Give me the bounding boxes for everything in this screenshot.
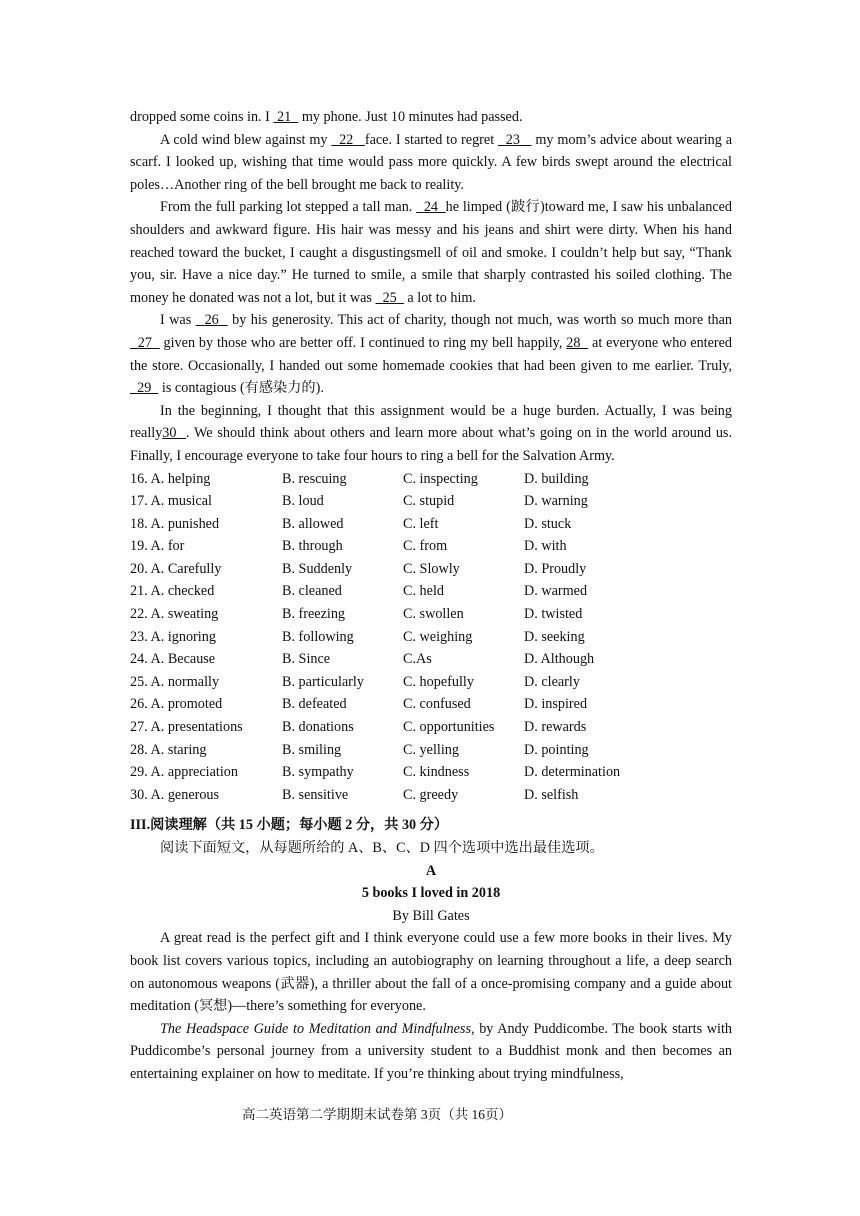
option-c: C. opportunities xyxy=(403,719,495,736)
option-d: D. pointing xyxy=(524,741,589,758)
blank-25: 25 xyxy=(382,289,397,306)
blank-28: 28 xyxy=(566,334,581,351)
option-row xyxy=(130,784,732,807)
option-d: D. determination xyxy=(524,764,621,781)
option-a: 21. A. checked xyxy=(130,583,215,600)
option-row xyxy=(130,490,732,513)
option-b: B. donations xyxy=(282,719,354,736)
cloze-paragraph-5: In the beginning, I thought that this assignment would be a huge burden. Actually, I was being really30 . We should think about others and learn more about what’s going on in the world around us. Finally, I encourage everyone to take four hours to ring a bell for the Salvation Army. xyxy=(130,402,732,464)
page-footer: 高二英语第二学期期末试卷第 3页（共 16页） xyxy=(242,1107,512,1122)
option-a: 17. A. musical xyxy=(130,493,212,510)
option-c: C. held xyxy=(403,583,444,600)
blank-23: 23 xyxy=(505,131,520,148)
blank-21: 21 xyxy=(276,109,292,125)
option-c: C. greedy xyxy=(403,786,459,803)
option-d: D. seeking xyxy=(524,628,585,645)
option-d: D. building xyxy=(524,470,589,487)
option-d: D. warmed xyxy=(524,583,588,600)
blank-29: 29 xyxy=(137,380,152,397)
option-row xyxy=(130,648,732,671)
option-c: C. inspecting xyxy=(403,470,478,487)
option-row xyxy=(130,535,732,558)
option-c: C. Slowly xyxy=(403,560,460,577)
option-d: D. inspired xyxy=(524,696,588,713)
option-b: B. sympathy xyxy=(282,764,354,781)
option-b: B. particularly xyxy=(282,673,364,690)
section-title: III.阅读理解（共 15 小题；每小题 2 分，共 30 分） xyxy=(130,817,449,834)
option-c: C.As xyxy=(403,651,432,668)
option-a: 29. A. appreciation xyxy=(130,764,238,781)
book-title: The Headspace Guide to Meditation and Mindfulness xyxy=(160,1020,471,1037)
exam-page xyxy=(130,106,732,1086)
option-b: B. rescuing xyxy=(282,470,347,487)
option-b: B. Suddenly xyxy=(282,560,353,577)
option-d: D. Although xyxy=(524,651,595,668)
option-b: B. defeated xyxy=(282,696,347,713)
option-row xyxy=(130,671,732,694)
option-a: 18. A. punished xyxy=(130,515,220,532)
passage-paragraph-1: A great read is the perfect gift and I think everyone could use a few more books in their lives. My book list covers various topics, including an autobiography on learning throughout a life, a deep search on autonomous weapons (武器), a thriller about the fall of a once-promising company and a guide about meditation (冥想)—there’s something for everyone. xyxy=(130,930,732,1015)
options-list xyxy=(130,468,732,807)
option-a: 27. A. presentations xyxy=(130,719,243,736)
option-a: 25. A. normally xyxy=(130,673,220,690)
passage-heading: 5 books I loved in 2018 xyxy=(361,885,501,902)
option-b: B. freezing xyxy=(282,606,346,623)
passage-paragraph-2: The Headspace Guide to Meditation and Mindfulness, by Andy Puddicombe. The book starts with Puddicombe’s personal journey from a university student to a Buddhist monk and then becomes an entertaining explainer on how to meditate. If you’re thinking about trying mindfulness, xyxy=(130,1020,732,1082)
option-a: 24. A. Because xyxy=(130,651,216,668)
blank-26: 26 xyxy=(204,312,219,329)
blank-27: 27 xyxy=(137,334,152,351)
option-c: C. hopefully xyxy=(403,673,474,690)
option-d: D. rewards xyxy=(524,719,587,736)
option-b: B. Since xyxy=(282,651,331,668)
section-instruction: 阅读下面短文，从每题所给的 A、B、C、D 四个选项中选出最佳选项。 xyxy=(160,840,604,856)
option-b: B. loud xyxy=(282,493,324,510)
option-d: D. selfish xyxy=(524,786,579,803)
option-row xyxy=(130,468,732,491)
cloze-paragraph-1: dropped some coins in. I 21 my phone. Just 10 minutes had passed. xyxy=(130,109,523,125)
option-b: B. through xyxy=(282,538,343,555)
blank-22: 22 xyxy=(339,131,354,148)
option-a: 20. A. Carefully xyxy=(130,560,222,577)
option-d: D. twisted xyxy=(524,606,583,623)
option-row xyxy=(130,716,732,739)
option-b: B. sensitive xyxy=(282,786,349,803)
option-row xyxy=(130,513,732,536)
option-d: D. with xyxy=(524,538,567,555)
cloze-paragraph-4: I was 26 by his generosity. This act of charity, though not much, was worth so much more than 27 given by those who are better off. I continued to ring my bell happily, 28 at everyone who entered the store. Occasionally, I handed out some homemade cookies that had been given to me earlier. Truly, 29 is contagious (有感染力的). xyxy=(130,312,733,397)
option-row xyxy=(130,626,732,649)
option-a: 30. A. generous xyxy=(130,786,220,803)
option-c: C. kindness xyxy=(403,764,470,781)
option-a: 23. A. ignoring xyxy=(130,628,216,645)
option-a: 22. A. sweating xyxy=(130,606,219,623)
option-b: B. smiling xyxy=(282,741,342,758)
option-b: B. cleaned xyxy=(282,583,342,600)
option-row xyxy=(130,739,732,762)
option-a: 28. A. staring xyxy=(130,741,207,758)
option-c: C. confused xyxy=(403,696,471,713)
option-d: D. warning xyxy=(524,493,588,510)
option-row xyxy=(130,761,732,784)
option-row xyxy=(130,558,732,581)
passage-letter: A xyxy=(425,862,437,879)
option-b: B. following xyxy=(282,628,354,645)
cloze-paragraph-2: A cold wind blew against my 22 face. I started to regret 23 my mom’s advice about wearing a scarf. I looked up, wishing that time would pass more quickly. A few birds swept around the electrical poles…Another ring of the bell brought me back to reality. xyxy=(130,131,732,193)
option-d: D. clearly xyxy=(524,673,580,690)
blank-24: 24 xyxy=(423,199,439,216)
option-c: C. swollen xyxy=(403,606,464,623)
option-c: C. left xyxy=(403,515,439,532)
blank-30: 30 xyxy=(162,425,177,442)
passage-byline: By Bill Gates xyxy=(392,907,470,924)
cloze-paragraph-3: From the full parking lot stepped a tall man. 24 he limped (跛行)toward me, I saw his unbalanced shoulders and awkward figure. His hair was messy and his jeans and shirt were dirty. When his hand reached toward the bucket, I caught a disgustingsmell of oil and smoke. I couldn’t help but say, “Thank you, sir. Have a nice day.” He turned to smile, a smile that sharply contrasted his soiled clothing. The money he donated was not a lot, but it was 25 a lot to him. xyxy=(130,199,733,306)
option-d: D. Proudly xyxy=(524,560,587,577)
option-a: 26. A. promoted xyxy=(130,696,223,713)
option-row xyxy=(130,693,732,716)
option-row xyxy=(130,603,732,626)
option-b: B. allowed xyxy=(282,515,344,532)
option-c: C. yelling xyxy=(403,741,459,758)
option-c: C. from xyxy=(403,538,448,555)
option-a: 19. A. for xyxy=(130,538,185,555)
option-a: 16. A. helping xyxy=(130,470,211,487)
option-d: D. stuck xyxy=(524,515,572,532)
option-row xyxy=(130,580,732,603)
option-c: C. stupid xyxy=(403,493,455,510)
option-c: C. weighing xyxy=(403,628,473,645)
